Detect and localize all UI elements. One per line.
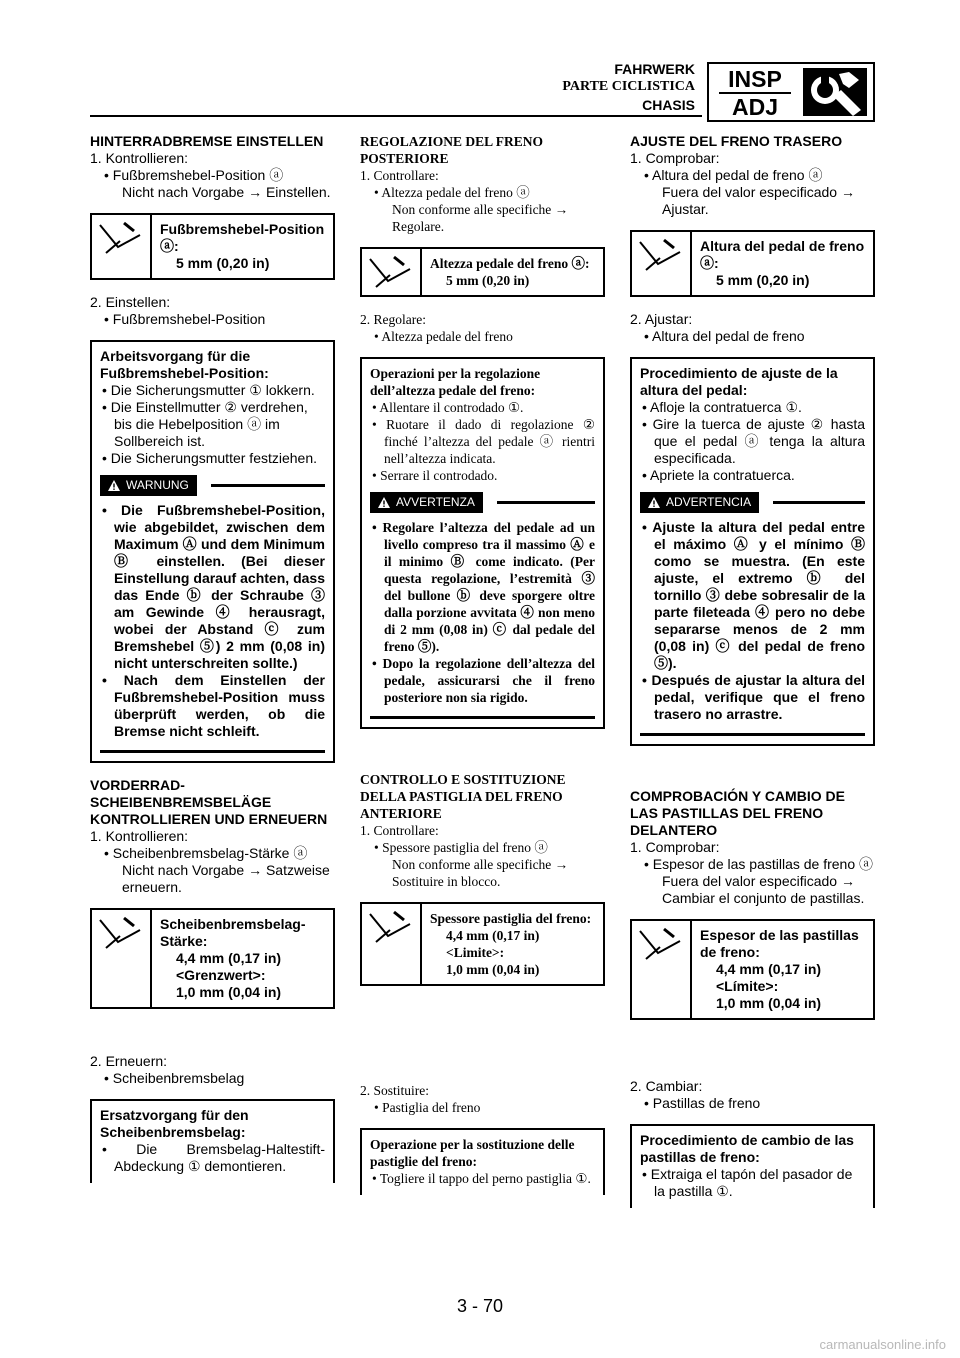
spec-pad-limit-value-de: 1,0 mm (0,04 in) <box>176 984 282 1000</box>
column-german <box>90 133 335 1183</box>
item-adjust-es: • Altura del pedal de freno <box>630 328 875 345</box>
procedure-pads-title-it: Operazione per la sostituzione delle pastiglie del freno: <box>370 1137 575 1169</box>
step-replace-it: 2. Sostituire: <box>360 1083 430 1098</box>
procedure-step-1-it: • Allentare il controdado ①. <box>370 399 595 416</box>
procedure-title-de: Arbeitsvorgang für die Fußbremshebel-Position: <box>100 348 269 381</box>
spec-pad-value-es: 4,4 mm (0,17 in) <box>716 961 822 977</box>
spec-label-de: Fußbremshebel-Position ⓐ: <box>160 221 325 254</box>
step-adjust-de: 2. Einstellen: <box>90 294 171 310</box>
step-check-pads-de: 1. Kontrollieren: <box>90 828 189 844</box>
spec-pad-value-de: 4,4 mm (0,17 in) <box>176 950 282 966</box>
column-italian <box>360 133 605 1195</box>
procedure-step-2-it: • Ruotare il dado di regolazione ② finché l’altezza del pedale ⓐ rientri nell’altezza indicata. <box>370 416 595 467</box>
procedure-pads-step-1-de: • Die Bremsbelag-Haltestift-Abdeckung ① demontieren. <box>100 1141 325 1175</box>
wrench-icon <box>803 68 867 116</box>
procedure-step-1-de: • Die Sicherungsmutter ① lokkern. <box>100 382 325 399</box>
header-rule <box>90 115 702 117</box>
spec-label-it: Altezza pedale del freno ⓐ: <box>430 256 590 271</box>
warning-icon <box>378 497 390 508</box>
spec-box-pedal-it <box>360 247 605 297</box>
item-note-de: Nicht nach Vorgabe → Einstellen. <box>122 184 331 200</box>
step-adjust-it: 2. Regolare: <box>360 312 426 327</box>
item-replace-de: • Scheibenbremsbelag <box>90 1070 335 1087</box>
procedure-step-2-de: • Die Einstellmutter ② verdrehen, bis die Hebelposition ⓐ im Sollbereich ist. <box>100 399 325 450</box>
spec-pad-limit-value-it: 1,0 mm (0,04 in) <box>446 962 540 977</box>
procedure-box-pads-es <box>630 1124 875 1208</box>
procedure-box-de <box>90 340 335 763</box>
step-replace-es: 2. Cambiar: <box>630 1078 703 1094</box>
item-pad-thickness-de: • Scheibenbremsbelag-Stärke ⓐ <box>90 845 335 862</box>
section-title-es: CHASIS <box>642 97 695 113</box>
spec-pad-value-it: 4,4 mm (0,17 in) <box>446 928 540 943</box>
spec-wrench-icon <box>362 249 422 295</box>
step-check-de: 1. Kontrollieren: <box>90 150 189 166</box>
item-pad-thickness-it: • Spessore pastiglia del freno ⓐ <box>360 839 605 856</box>
spec-value-de: 5 mm (0,20 in) <box>176 255 270 271</box>
warning-text-1-es: • Ajuste la altura del pedal entre el máximo Ⓐ y el mínimo Ⓑ como se muestra. (En este ajuste, el extremo ⓑ del tornillo ③ debe sobresalir de la parte fileteada ④ pero no debe separarse menos de 2 mm (0,08 in) ⓒ del pedal de freno ⑤). <box>640 519 865 672</box>
item-pad-note-it: Non conforme alle specifiche → Sostituire in blocco. <box>392 857 569 889</box>
step-check-pads-it: 1. Controllare: <box>360 823 439 838</box>
item-pad-thickness-es: • Espesor de las pastillas de freno ⓐ <box>630 856 875 873</box>
step-replace-de: 2. Erneuern: <box>90 1053 168 1069</box>
item-adjust-it: • Altezza pedale del freno <box>360 328 605 345</box>
heading-rear-brake-it: REGOLAZIONE DEL FRENO POSTERIORE <box>360 134 544 166</box>
warning-text-2-it: • Dopo la regolazione dell’altezza del pedale, assicurarsi che il freno posteriore non sia rigido. <box>370 655 595 706</box>
procedure-pads-title-de: Ersatzvorgang für den Scheibenbremsbelag: <box>100 1107 249 1140</box>
spec-wrench-icon <box>632 921 692 1018</box>
section-title-it: PARTE CICLISTICA <box>562 79 695 94</box>
procedure-pads-step-1-it: • Togliere il tappo del perno pastiglia ①. <box>370 1170 595 1187</box>
spec-pad-limit-label-es: <Límite>: <box>716 978 779 994</box>
heading-front-pads-es: COMPROBACIÓN Y CAMBIO DE LAS PASTILLAS DEL FRENO DELANTERO <box>630 788 845 838</box>
procedure-title-es: Procedimiento de ajuste de la altura del pedal: <box>640 365 838 398</box>
heading-rear-brake-de: HINTERRADBREMSE EINSTELLEN <box>90 133 324 149</box>
procedure-step-2-es: • Gire la tuerca de ajuste ② hasta que el pedal ⓐ tenga la altura especificada. <box>640 416 865 467</box>
warning-icon <box>648 497 660 508</box>
spec-value-es: 5 mm (0,20 in) <box>716 272 810 288</box>
heading-rear-brake-es: AJUSTE DEL FRENO TRASERO <box>630 133 843 149</box>
warning-text-1-de: • Die Fußbremshebel-Position, wie abgebildet, zwischen dem Maximum Ⓐ und dem Minimum Ⓑ einstellen. (Bei dieser Einstellung darauf achten, dass das Ende ⓑ der Schraube ③ am Gewinde ④ herausragt, wobei der Abstand ⓒ zum Bremshebel ⑤) 2 mm (0,08 in) nicht unterschreiten sollte.) <box>100 502 325 672</box>
procedure-step-3-de: • Die Sicherungsmutter festziehen. <box>100 450 325 467</box>
spec-box-pads-es <box>630 919 875 1020</box>
section-titles <box>562 60 695 114</box>
spec-box-pads-it <box>360 902 605 986</box>
heading-front-pads-de: VORDERRAD-SCHEIBENBREMSBELÄGE KONTROLLIEREN UND ERNEUERN <box>90 777 328 827</box>
warning-icon <box>108 480 120 491</box>
spec-pad-label-it: Spessore pastiglia del freno: <box>430 911 592 926</box>
warning-badge-es: ADVERTENCIA <box>640 492 759 513</box>
spec-pad-limit-value-es: 1,0 mm (0,04 in) <box>716 995 822 1011</box>
procedure-pads-title-es: Procedimiento de cambio de las pastillas de freno: <box>640 1132 854 1165</box>
procedure-step-1-es: • Afloje la contratuerca ①. <box>640 399 865 416</box>
step-check-pads-es: 1. Comprobar: <box>630 839 720 855</box>
procedure-step-3-it: • Serrare il controdado. <box>370 467 595 484</box>
insp-adj-logo <box>707 62 875 122</box>
warning-text-2-de: • Nach dem Einstellen der Fußbremshebel-Position muss überprüft werden, ob die Bremse nicht schleift. <box>100 672 325 740</box>
spec-box-pedal-es <box>630 230 875 297</box>
item-adjust-de: • Fußbremshebel-Position <box>90 311 335 328</box>
step-check-it: 1. Controllare: <box>360 168 439 183</box>
procedure-title-it: Operazioni per la regolazione dell’altezza pedale del freno: <box>370 366 541 398</box>
column-spanish <box>630 133 875 1208</box>
procedure-box-es <box>630 357 875 746</box>
spec-label-es: Altura del pedal de freno ⓐ: <box>700 238 865 271</box>
item-pedal-height-it: • Altezza pedale del freno ⓐ <box>360 184 605 201</box>
spec-wrench-icon <box>632 232 692 295</box>
watermark: carmanualsonline.info <box>819 1337 946 1352</box>
procedure-step-3-es: • Apriete la contratuerca. <box>640 467 865 484</box>
spec-pad-limit-label-it: <Limite>: <box>446 945 505 960</box>
spec-box-pads-de <box>90 908 335 1009</box>
item-pad-note-de: Nicht nach Vorgabe → Satzweise erneuern. <box>122 862 330 895</box>
item-pad-note-es: Fuera del valor especificado → Cambiar el conjunto de pastillas. <box>662 873 865 906</box>
item-replace-it: • Pastiglia del freno <box>360 1099 605 1116</box>
warning-text-2-es: • Después de ajustar la altura del pedal, verifique que el freno trasero no arrastre. <box>640 672 865 723</box>
spec-value-it: 5 mm (0,20 in) <box>446 273 530 288</box>
logo-insp: INSP <box>728 66 782 92</box>
procedure-pads-step-1-es: • Extraiga el tapón del pasador de la pastilla ①. <box>640 1166 865 1200</box>
item-replace-es: • Pastillas de freno <box>630 1095 875 1112</box>
step-adjust-es: 2. Ajustar: <box>630 311 693 327</box>
page-number: 3 - 70 <box>456 1296 504 1316</box>
warning-badge-de: WARNUNG <box>100 475 197 496</box>
spec-pad-label-es: Espesor de las pastillas de freno: <box>700 927 859 960</box>
section-title-de: FAHRWERK <box>614 61 695 77</box>
item-pedal-position-de: • Fußbremshebel-Position ⓐ <box>90 167 335 184</box>
procedure-box-pads-it <box>360 1128 605 1195</box>
spec-pad-label-de: Scheibenbremsbelag-Stärke: <box>160 916 306 949</box>
procedure-box-it <box>360 357 605 729</box>
item-note-it: Non conforme alle specifiche → Regolare. <box>392 202 569 234</box>
spec-pad-limit-label-de: <Grenzwert>: <box>176 967 266 983</box>
item-pedal-height-es: • Altura del pedal de freno ⓐ <box>630 167 875 184</box>
logo-adj: ADJ <box>731 94 778 120</box>
spec-wrench-icon <box>92 215 152 278</box>
spec-wrench-icon <box>362 904 422 984</box>
step-check-es: 1. Comprobar: <box>630 150 720 166</box>
item-note-es: Fuera del valor especificado → Ajustar. <box>662 184 855 217</box>
warning-badge-it: AVVERTENZA <box>370 492 483 513</box>
spec-box-pedal-de <box>90 213 335 280</box>
spec-wrench-icon <box>92 910 152 1007</box>
procedure-box-pads-de <box>90 1099 335 1183</box>
heading-front-pads-it: CONTROLLO E SOSTITUZIONE DELLA PASTIGLIA DEL FRENO ANTERIORE <box>360 772 566 821</box>
warning-text-1-it: • Regolare l’altezza del pedale ad un livello compreso tra il massimo Ⓐ e il minimo Ⓑ come indicato. (Per questa regolazione, l’estremità ③ del bullone ⓑ deve sporgere oltre dalla porzione avvitata ④ non meno di 2 mm (0,08 in) ⓒ dal pedale del freno ⑤). <box>370 519 595 655</box>
